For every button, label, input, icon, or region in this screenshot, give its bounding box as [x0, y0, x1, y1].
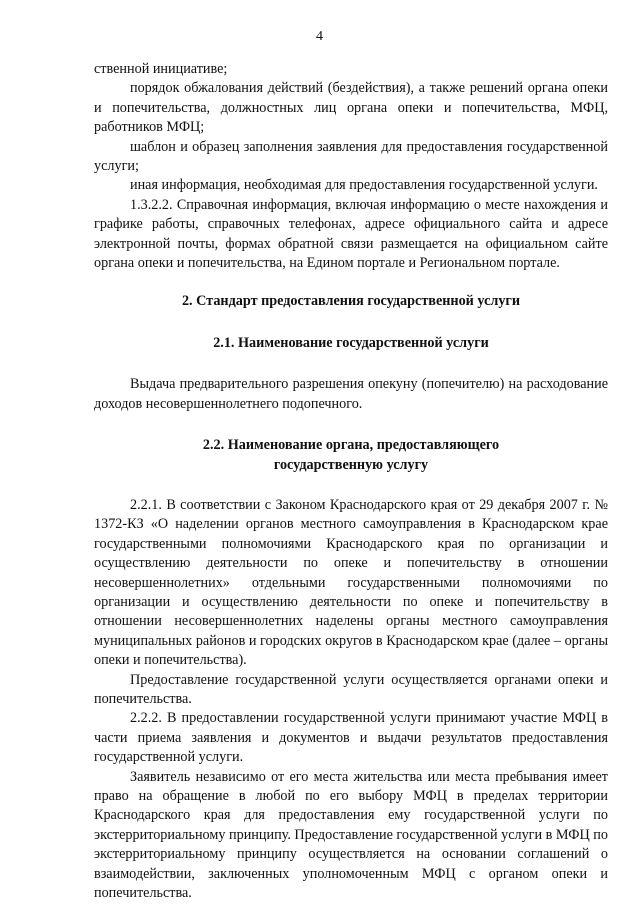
section-heading-standard: 2. Стандарт предоставления государственной услуги [181, 293, 521, 310]
subsection-heading-authority [94, 436, 608, 475]
subsection-heading-service-name: 2.1. Наименование государственной услуги [213, 334, 489, 351]
subsection-heading-authority-line1: 2.2. Наименование органа, предоставляющего [202, 437, 500, 454]
subsection-heading-authority-line2: государственную услугу [273, 456, 429, 473]
paragraph-law-reference: 2.2.1. В соответствии с Законом Краснодарского края от 29 декабря 2007 г. № 1372-КЗ «О наделении органов местного самоуправления в Краснодарском крае государственными полномочиями Краснодарского края по организации и осуществлению деятельности по опеке и попечительству в отношении несовершеннолетних» отдельными государственными полномочиями по организации и осуществлению деятельности по опеке и попечительству в отношении несовершеннолетних наделены органы местного самоуправления муниципальных районов и городских округов в Краснодарском крае (далее – органы опеки и попечительства). [94, 496, 608, 669]
paragraph-mfc-participation: 2.2.2. В предоставлении государственной услуги принимают участие МФЦ в части приема заявления и документов и выдачи результатов предоставления государственной услуги. [94, 710, 608, 766]
paragraph-other-info: иная информация, необходимая для предоставления государственной услуги. [130, 177, 598, 194]
paragraph-extraterritorial: Заявитель независимо от его места жительства или места пребывания имеет право на обращение в любой по его выбору МФЦ в пределах территории Краснодарского края для предоставления ему государственной услуги по экстерриториальному принципу. Предоставление государственной услуги в МФЦ по экстерриториальному принципу осуществляется на основании соглашений о взаимодействии, заключенных уполномоченным МФЦ с органом опеки и попечительства. [94, 768, 608, 902]
paragraph-service-name: Выдача предварительного разрешения опекуну (попечителю) на расходование доходов несовершеннолетнего подопечного. [94, 376, 608, 412]
document-body [94, 60, 608, 903]
paragraph-reference-info: 1.3.2.2. Справочная информация, включая информацию о месте нахождения и графике работы, справочных телефонах, адресе официального сайта и адресе электронной почты, формах обратной связи размещается на официальном сайте органа опеки и попечительства, на Едином портале и Региональном портале. [94, 196, 608, 272]
paragraph-template: шаблон и образец заполнения заявления для предоставления государственной услуги; [94, 138, 608, 175]
paragraph-continuation: ственной инициативе; [94, 61, 228, 77]
paragraph-appeal-procedure: порядок обжалования действий (бездействия), а также решений органа опеки и попечительства, должностных лиц органа опеки и попечительства, МФЦ, работников МФЦ; [94, 80, 608, 136]
paragraph-provision-authority: Предоставление государственной услуги осуществляется органами опеки и попечительства. [94, 671, 608, 707]
page-number: 4 [316, 29, 323, 44]
